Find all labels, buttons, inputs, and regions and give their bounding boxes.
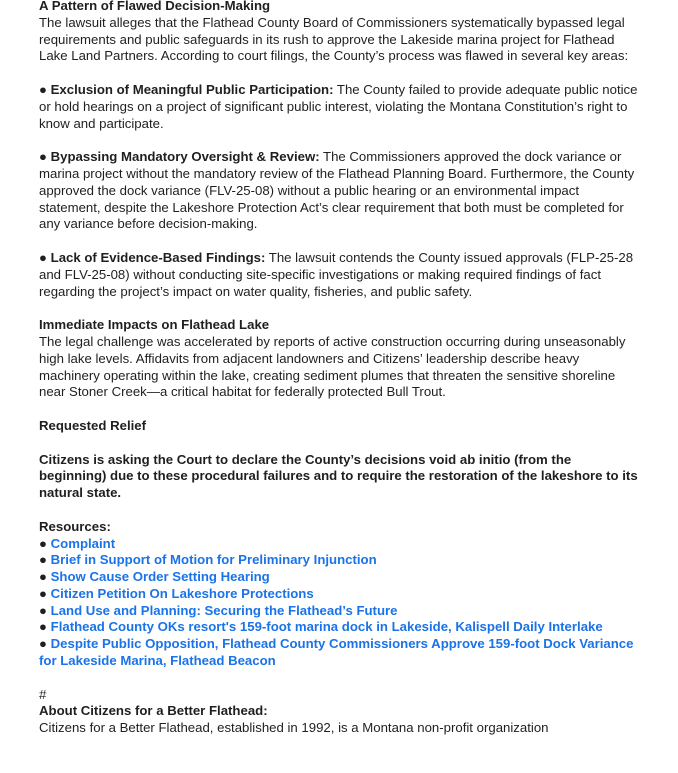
bullet-icon: ●	[39, 535, 47, 551]
section-impacts-paragraph: The legal challenge was accelerated by reports of active construction occurring during unseasonably high lake levels. Affidavits from adjacent landowners and Citizens’ leadership describe heavy machinery operating within the lake, creating sediment plumes that threaten the sensitive shoreline near Stoner Creek—a critical habitat for federally protected Bull Trout.	[39, 333, 626, 400]
section-intro-paragraph: The lawsuit alleges that the Flathead County Board of Commissioners systematically bypassed legal requirements and public safeguards in its rush to approve the Lakeside marina project for Flathead Lake Land Partners. According to court filings, the County’s process was flawed in several key areas:	[39, 14, 629, 64]
about-heading: About Citizens for a Better Flathead:	[39, 703, 268, 719]
bullet-text: The lawsuit contends the County issued approvals (FLP-25-28 and FLV-25-08) without conducting site-specific investigations or making required findings of fact regarding the project’s impact on water quality, fisheries, and public safety.	[39, 249, 634, 299]
bullet-public-participation	[39, 82, 642, 132]
bullet-icon: ●	[39, 149, 47, 165]
spacer	[39, 65, 642, 82]
spacer	[39, 435, 642, 452]
section-heading-requested-relief: Requested Relief	[39, 417, 146, 433]
bullet-icon: ●	[39, 569, 47, 585]
spacer	[39, 502, 642, 519]
hash-separator: #	[39, 686, 47, 702]
resources-list	[39, 536, 642, 670]
bullet-icon: ●	[39, 602, 47, 618]
bullet-icon: ●	[39, 249, 47, 265]
spacer	[39, 132, 642, 149]
spacer	[39, 300, 642, 317]
article-body	[39, 0, 642, 737]
bullet-icon: ●	[39, 585, 47, 601]
bullet-text: The Commissioners approved the dock variance or marina project without the mandatory review of the Flathead Planning Board. Furthermore, the County approved the dock variance (FLV-25-08) without a public hearing or an environmental impact statement, despite the Lakeshore Protection Act’s clear requirement that both must be completed for any variance before decision-making.	[39, 149, 635, 232]
resource-link-petition[interactable]: Citizen Petition On Lakeshore Protections	[50, 585, 314, 601]
resource-item	[39, 536, 642, 553]
bullet-title: Exclusion of Meaningful Public Participation:	[50, 81, 334, 97]
bullet-evidence-findings	[39, 250, 642, 300]
resource-link-brief[interactable]: Brief in Support of Motion for Preliminary Injunction	[50, 552, 377, 568]
requested-relief-paragraph: Citizens is asking the Court to declare the County’s decisions void ab initio (from the beginning) due to these procedural failures and to require the restoration of the lakeshore to its natural state.	[39, 451, 638, 501]
bullet-mandatory-oversight	[39, 149, 642, 233]
resource-link-show-cause[interactable]: Show Cause Order Setting Hearing	[50, 569, 270, 585]
bullet-title: Lack of Evidence-Based Findings:	[50, 249, 266, 265]
spacer	[39, 670, 642, 687]
resource-link-land-use[interactable]: Land Use and Planning: Securing the Flathead’s Future	[50, 602, 398, 618]
resource-link-complaint[interactable]: Complaint	[50, 535, 116, 551]
section-heading-immediate-impacts: Immediate Impacts on Flathead Lake	[39, 317, 270, 333]
resource-link-beacon[interactable]: Despite Public Opposition, Flathead County Commissioners Approve 159-foot Dock Variance for Lakeside Marina, Flathead Beacon	[39, 636, 634, 669]
resource-item	[39, 586, 642, 603]
resource-item	[39, 603, 642, 620]
bullet-icon: ●	[39, 619, 47, 635]
bullet-icon: ●	[39, 636, 47, 652]
bullet-title: Bypassing Mandatory Oversight & Review:	[50, 149, 320, 165]
resource-item	[39, 552, 642, 569]
section-heading-flawed-decision: A Pattern of Flawed Decision-Making	[39, 0, 271, 13]
resources-heading: Resources:	[39, 518, 111, 534]
spacer	[39, 233, 642, 250]
about-paragraph: Citizens for a Better Flathead, established in 1992, is a Montana non-profit organization	[39, 720, 549, 736]
spacer	[39, 401, 642, 418]
bullet-text: The County failed to provide adequate public notice or hold hearings on a project of significant public interest, violating the Montana Constitution’s right to know and participate.	[39, 81, 638, 131]
resource-item	[39, 619, 642, 636]
resource-item	[39, 569, 642, 586]
resource-link-interlake[interactable]: Flathead County OKs resort's 159-foot marina dock in Lakeside, Kalispell Daily Interlake	[50, 619, 603, 635]
bullet-icon: ●	[39, 81, 47, 97]
resource-item	[39, 636, 642, 670]
bullet-icon: ●	[39, 552, 47, 568]
